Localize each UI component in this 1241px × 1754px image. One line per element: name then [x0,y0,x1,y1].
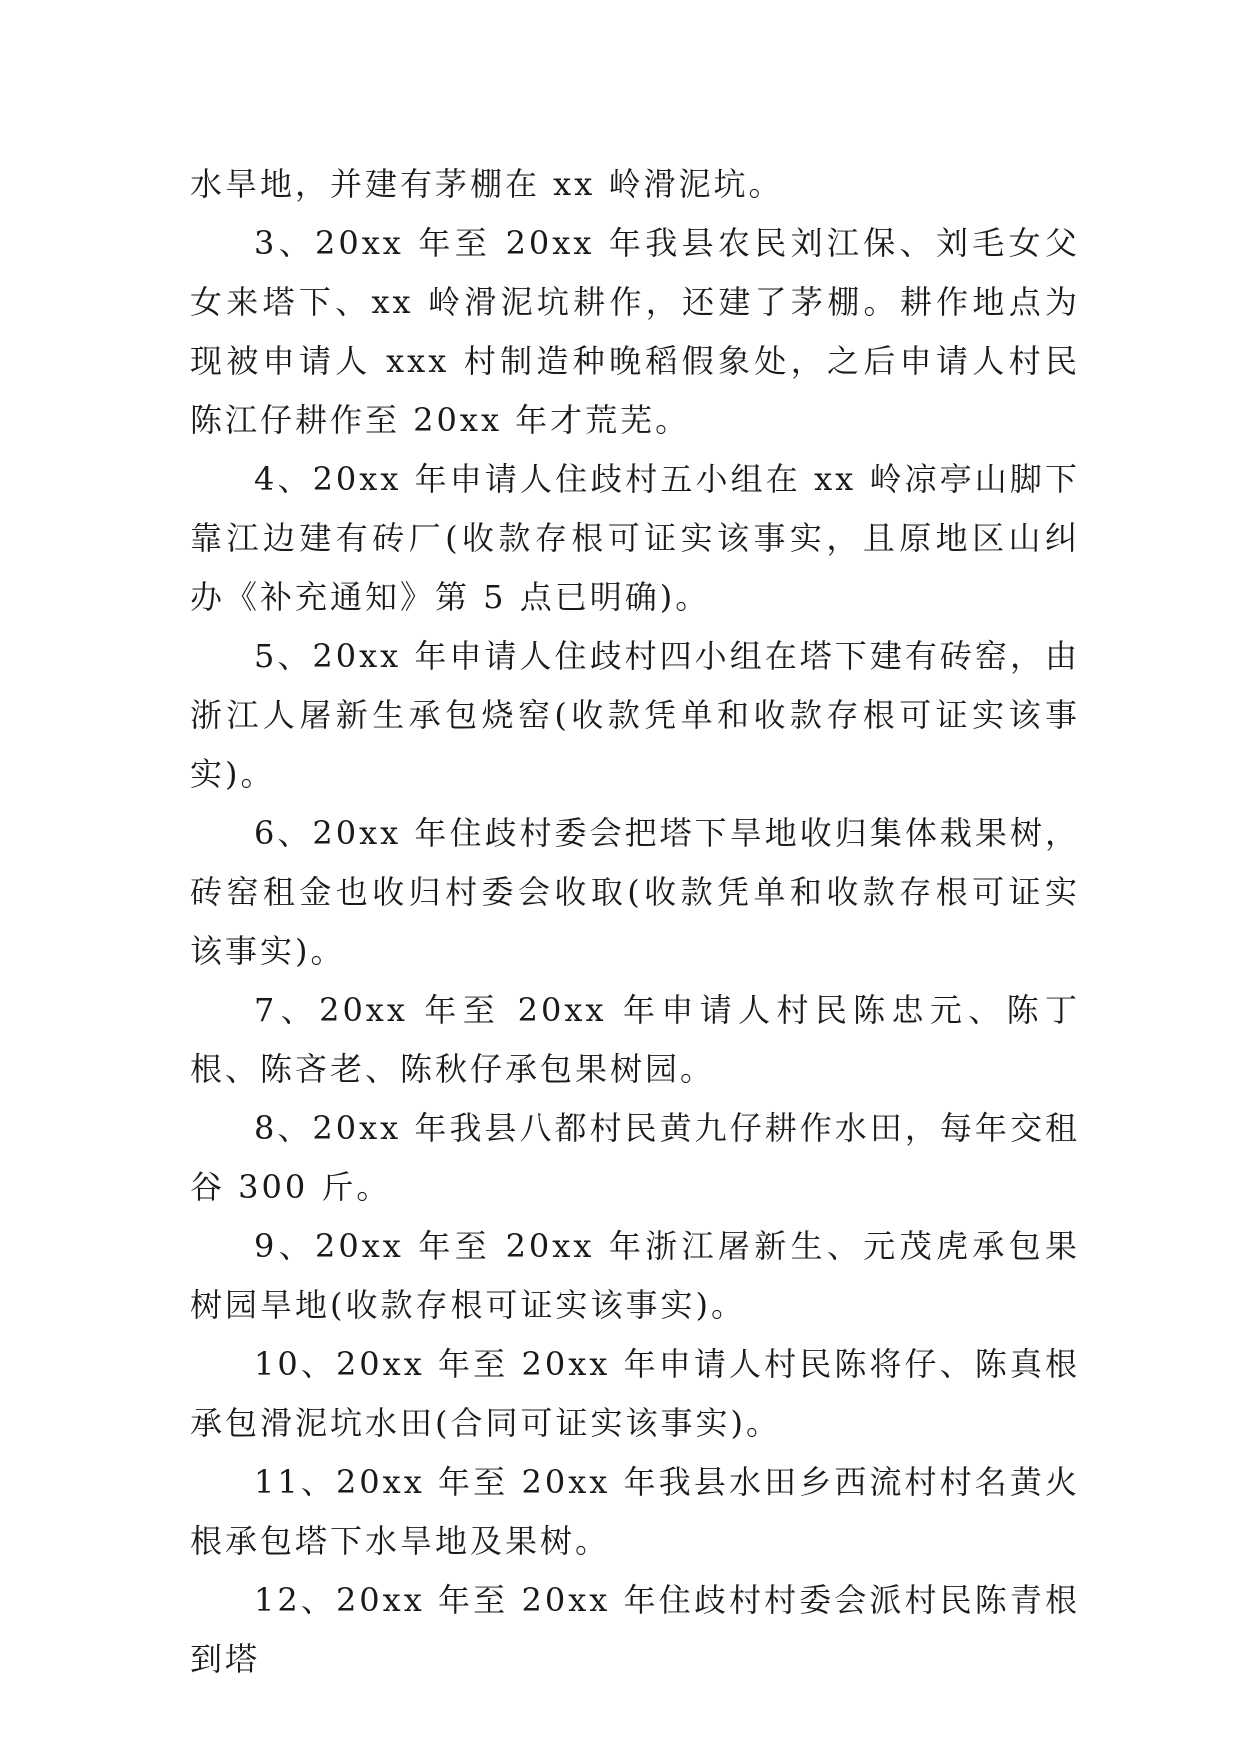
paragraph: 4、20xx 年申请人住歧村五小组在 xx 岭凉亭山脚下靠江边建有砖厂(收款存根可证实该事实，且原地区山纠办《补充通知》第 5 点已明确)。 [190,460,1080,616]
paragraph: 10、20xx 年至 20xx 年申请人村民陈将仔、陈真根承包滑泥坑水田(合同可证实该事实)。 [190,1345,1080,1442]
paragraph: 9、20xx 年至 20xx 年浙江屠新生、元茂虎承包果树园旱地(收款存根可证实该事实)。 [190,1227,1080,1324]
document-page [190,155,1080,1689]
paragraph: 12、20xx 年至 20xx 年住歧村村委会派村民陈青根到塔 [190,1581,1080,1678]
paragraph: 8、20xx 年我县八都村民黄九仔耕作水田，每年交租谷 300 斤。 [190,1109,1080,1206]
paragraph: 5、20xx 年申请人住歧村四小组在塔下建有砖窑，由浙江人屠新生承包烧窑(收款凭单和收款存根可证实该事实)。 [190,637,1080,793]
paragraph: 11、20xx 年至 20xx 年我县水田乡西流村村名黄火根承包塔下水旱地及果树。 [190,1463,1080,1560]
paragraph: 6、20xx 年住歧村委会把塔下旱地收归集体栽果树，砖窑租金也收归村委会收取(收款凭单和收款存根可证实该事实)。 [190,814,1080,970]
paragraph: 3、20xx 年至 20xx 年我县农民刘江保、刘毛女父女来塔下、xx 岭滑泥坑耕作，还建了茅棚。耕作地点为现被申请人 xxx 村制造种晚稻假象处，之后申请人村民陈江仔耕作至 20xx 年才荒芜。 [190,224,1080,439]
paragraph: 7、20xx 年至 20xx 年申请人村民陈忠元、陈丁根、陈吝老、陈秋仔承包果树园。 [190,991,1080,1088]
paragraph: 水旱地，并建有茅棚在 xx 岭滑泥坑。 [190,165,784,203]
